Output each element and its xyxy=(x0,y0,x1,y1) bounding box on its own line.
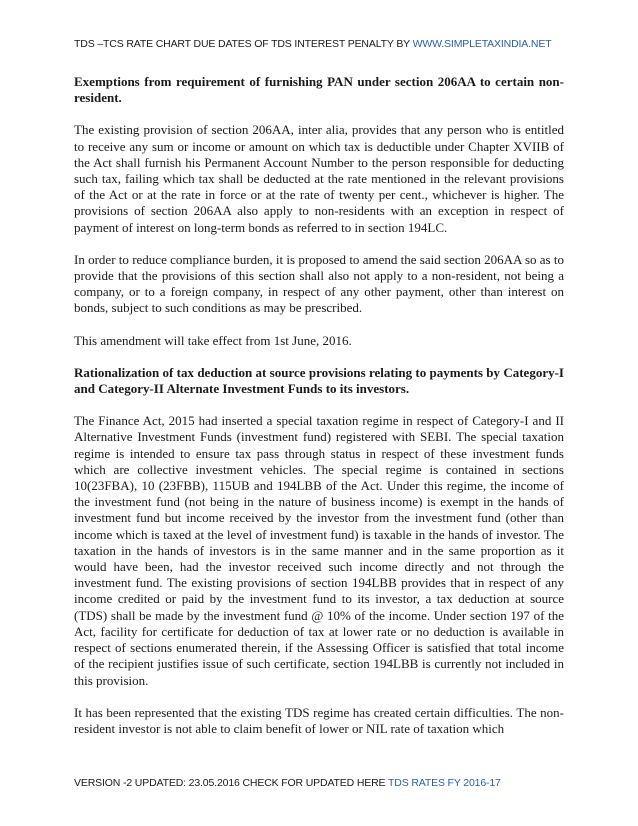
section-heading: Rationalization of tax deduction at source provisions relating to payments by Category-I and Category-II Alternate Investment Funds to its investors. xyxy=(74,364,564,397)
header-text: TDS –TCS RATE CHART DUE DATES OF TDS INTEREST PENALTY BY xyxy=(74,38,413,50)
document-body xyxy=(74,74,564,753)
section-pan-exemption xyxy=(74,74,564,349)
footer-tds-rates-link[interactable]: TDS RATES FY 2016-17 xyxy=(388,777,501,789)
paragraph: It has been represented that the existing TDS regime has created certain difficulties. The non-resident investor is not able to claim benefit of lower or NIL rate of taxation which xyxy=(74,704,564,736)
paragraph: This amendment will take effect from 1st June, 2016. xyxy=(74,332,352,348)
paragraph: The Finance Act, 2015 had inserted a special taxation regime in respect of Category-I and II Alternative Investment Funds (investment fund) registered with SEBI. The special taxation regime is intended to ensure tax pass through status in respect of these investment funds which are collective investment vehicles. The special regime is contained in sections 10(23FBA), 10 (23FBB), 115UB and 194LBB of the Act. Under this regime, the income of the investment fund (not being in the nature of business income) is exempt in the hands of investment fund but income received by the investor from the investment fund (other than income which is taxed at the level of investment fund) is taxable in the hands of investor. The taxation in the hands of investors is in the same manner and in the same proportion as it would have been, had the investor received such income directly and not through the investment fund. The existing provisions of section 194LBB provides that in respect of any income credited or paid by the investment fund to its investor, a tax deduction at source (TDS) shall be made by the investment fund @ 10% of the income. Under section 197 of the Act, facility for certificate for deduction of tax at lower rate or no deduction is available in respect of sections enumerated therein, if the Assessing Officer is satisfied that total income of the recipient justifies issue of such certificate, section 194LBB is currently not included in this provision. xyxy=(74,413,564,688)
section-heading: Exemptions from requirement of furnishing PAN under section 206AA to certain non-resident. xyxy=(74,74,564,106)
section-aif-tds xyxy=(74,365,564,737)
footer-text: VERSION -2 UPDATED: 23.05.2016 CHECK FOR UPDATED HERE xyxy=(74,777,388,789)
header-website-link[interactable]: WWW.SIMPLETAXINDIA.NET xyxy=(412,38,552,50)
paragraph: In order to reduce compliance burden, it is proposed to amend the said section 206AA so as to provide that the provisions of this section shall also not apply to a non-resident, not being a company, or to a foreign company, in respect of any other payment, other than interest on bonds, subject to such conditions as may be prescribed. xyxy=(74,251,564,316)
paragraph: The existing provision of section 206AA, inter alia, provides that any person who is entitled to receive any sum or income or amount on which tax is deductible under Chapter XVIIB of the Act shall furnish his Permanent Account Number to the person responsible for deducting such tax, failing which tax shall be deducted at the rate mentioned in the relevant provisions of the Act or at the rate in force or at the rate of twenty per cent., whichever is higher. The provisions of section 206AA also apply to non-residents with an exception in respect of payment of interest on long-term bonds as referred to in section 194LC. xyxy=(74,122,564,235)
page-footer xyxy=(74,777,501,789)
page-header xyxy=(74,38,551,50)
